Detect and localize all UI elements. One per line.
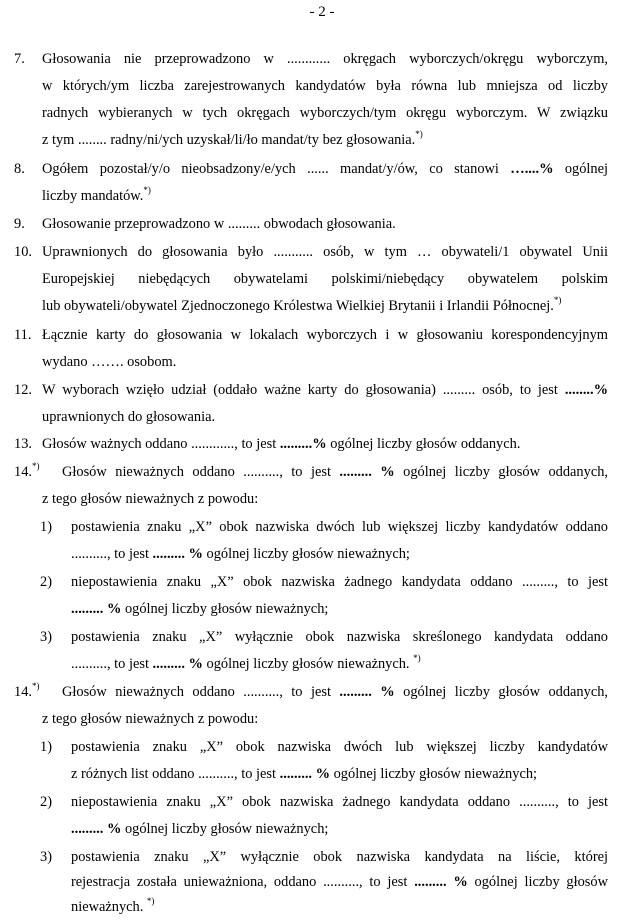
item-14b-sub-1-line-2: z różnych list oddano .........., to jest ......... % ogólnej liczby głosów nieważnych; xyxy=(71,766,538,782)
item-14a-number: 14.*) xyxy=(14,461,40,480)
item-14a-sub-2-number: 2) xyxy=(40,574,52,590)
item-10-line-2: Europejskiej niebędących obywatelami polskimi/niebędący obywatelem polskim xyxy=(42,271,608,287)
item-14b-sub-3-line-3: nieważnych. *) xyxy=(71,896,155,915)
item-12-line-1: W wyborach wzięło udział (oddało ważne karty do głosowania) ......... osób, to jest ........% xyxy=(42,382,608,398)
item-14b-sub-1-number: 1) xyxy=(40,739,52,755)
item-14a-sub-3-number: 3) xyxy=(40,629,52,645)
item-14b-line-2: z tego głosów nieważnych z powodu: xyxy=(42,711,259,727)
item-14a-sub-1-line-1: postawienia znaku „X” obok nazwiska dwóch lub większej liczby kandydatów oddano xyxy=(71,519,608,535)
item-14b-sub-3-number: 3) xyxy=(40,849,52,865)
item-14a-sub-1-number: 1) xyxy=(40,519,52,535)
item-9-number: 9. xyxy=(14,216,25,232)
item-13-number: 13. xyxy=(14,436,32,452)
item-7-line-2: w których/ym liczba zarejestrowanych kandydatów była równa lub mniejsza od liczby xyxy=(42,78,608,94)
item-14a-sub-3-line-1: postawienia znaku „X” wyłącznie obok nazwiska skreślonego kandydata oddano xyxy=(71,629,608,645)
item-12-number: 12. xyxy=(14,382,32,398)
footnote-mark: *) xyxy=(413,653,421,664)
item-11-line-1: Łącznie karty do głosowania w lokalach wyborczych i w głosowaniu korespondencyjnym xyxy=(42,327,608,343)
footnote-mark: *) xyxy=(146,896,155,907)
item-14a-line-1: Głosów nieważnych oddano .........., to jest ......... % ogólnej liczby głosów oddanych, xyxy=(62,464,608,480)
item-14b-number: 14.*) xyxy=(14,681,40,700)
item-14b-sub-2-line-1: niepostawienia znaku „X” obok nazwiska żadnego kandydata oddano .........., to jest xyxy=(71,794,608,810)
item-8-number: 8. xyxy=(14,161,25,177)
footnote-mark: *) xyxy=(32,681,40,692)
item-13-line-1: Głosów ważnych oddano ............, to jest .........% ogólnej liczby głosów oddanych. xyxy=(42,436,521,452)
item-14b-sub-3-line-1: postawienia znaku „X” wyłącznie obok nazwiska kandydata na liście, której xyxy=(71,849,608,865)
item-14a-sub-3-line-2: .........., to jest ......... % ogólnej liczby głosów nieważnych. *) xyxy=(71,653,421,672)
item-8-line-1: Ogółem pozostał/y/o nieobsadzony/e/ych ...... mandat/y/ów, co stanowi …....% ogólnej xyxy=(42,161,608,177)
item-7-line-4: z tym ........ radny/ni/ych uzyskał/li/ło mandat/ty bez głosowania.*) xyxy=(42,129,423,148)
item-14b-sub-3-line-2: rejestracja została unieważniona, oddano .........., to jest ......... % ogólnej liczby głosów xyxy=(71,874,609,890)
item-12-line-2: uprawnionych do głosowania. xyxy=(42,409,216,425)
item-11-number: 11. xyxy=(14,327,32,343)
item-10-line-1: Uprawnionych do głosowania było ........... osób, w tym … obywateli/1 obywatel Unii xyxy=(42,244,608,260)
item-8-line-2: liczby mandatów.*) xyxy=(42,185,151,204)
item-14a-sub-2-line-1: niepostawienia znaku „X” obok nazwiska żadnego kandydata oddano ........., to jest xyxy=(71,574,608,590)
item-7-line-1: Głosowania nie przeprowadzono w ............ okręgach wyborczych/okręgu wyborczym, xyxy=(42,51,608,67)
item-14b-sub-2-number: 2) xyxy=(40,794,52,810)
footnote-mark: *) xyxy=(415,129,423,140)
item-10-line-3: lub obywateli/obywatel Zjednoczonego Królestwa Wielkiej Brytanii i Irlandii Północnej.*) xyxy=(42,295,562,314)
item-14a-sub-1-line-2: .........., to jest ......... % ogólnej liczby głosów nieważnych; xyxy=(71,546,410,562)
footnote-mark: *) xyxy=(143,185,151,196)
item-10-number: 10. xyxy=(14,244,32,260)
item-14a-line-2: z tego głosów nieważnych z powodu: xyxy=(42,491,259,507)
footnote-mark: *) xyxy=(32,461,40,472)
item-14a-sub-2-line-2: ......... % ogólnej liczby głosów nieważnych; xyxy=(71,601,329,617)
item-7-number: 7. xyxy=(14,51,25,67)
item-7-line-3: radnych wybieranych w tych okręgach wyborczych/tym okręgu wyborczym. W związku xyxy=(42,105,608,121)
item-11-line-2: wydano ……. osobom. xyxy=(42,354,177,370)
item-14b-line-1: Głosów nieważnych oddano .........., to jest ......... % ogólnej liczby głosów oddanych, xyxy=(62,684,608,700)
page-number: - 2 - xyxy=(309,4,335,20)
footnote-mark: *) xyxy=(553,295,562,306)
item-14b-sub-2-line-2: ......... % ogólnej liczby głosów nieważnych; xyxy=(71,821,329,837)
item-14b-sub-1-line-1: postawienia znaku „X” obok nazwiska dwóch lub większej liczby kandydatów xyxy=(71,739,608,755)
item-9-line-1: Głosowanie przeprowadzono w ......... obwodach głosowania. xyxy=(42,216,396,232)
